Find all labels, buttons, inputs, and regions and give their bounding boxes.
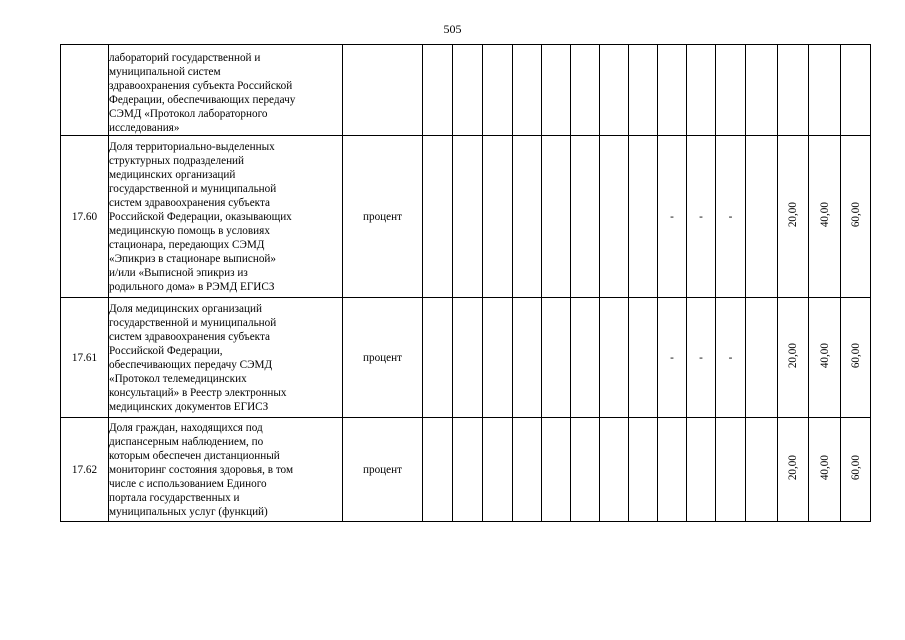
unit-cell: процент — [343, 298, 423, 418]
empty-cell — [746, 136, 778, 298]
empty-cell — [542, 418, 571, 522]
dash-cell — [716, 418, 746, 522]
dash-cell: - — [687, 298, 716, 418]
empty-cell — [453, 136, 483, 298]
dash-cell — [687, 418, 716, 522]
unit-cell — [343, 45, 423, 136]
indicator-name — [109, 418, 343, 522]
table-row — [61, 298, 871, 418]
empty-cell — [629, 45, 658, 136]
value-text: 40,00 — [818, 454, 831, 481]
dash-cell: - — [658, 298, 687, 418]
unit-cell: процент — [343, 418, 423, 522]
dash-cell — [658, 418, 687, 522]
indicator-name-text: Доля медицинских организаций государственной и муниципальной систем здравоохранения субъекта Российской Федерации, обеспечивающих передачу СЭМД «Протокол телемедицинских консультаций» в Реестр электронных медицинских документов ЕГИСЗ — [109, 302, 287, 413]
dash-cell: - — [687, 136, 716, 298]
empty-cell — [453, 418, 483, 522]
empty-cell — [513, 298, 542, 418]
empty-cell — [716, 45, 746, 136]
empty-cell — [483, 298, 513, 418]
value-text: 40,00 — [818, 201, 831, 228]
table-row — [61, 136, 871, 298]
indicator-name-text: Доля граждан, находящихся под диспансерным наблюдением, по которым обеспечен дистанционный мониторинг состояния здоровья, в том числе с использованием Единого портала государственных и муниципальных услуг (функций) — [109, 421, 294, 518]
empty-cell — [483, 418, 513, 522]
value-cell — [809, 298, 841, 418]
value-cell — [778, 298, 809, 418]
value-cell — [809, 136, 841, 298]
value-cell — [809, 418, 841, 522]
empty-cell — [423, 45, 453, 136]
value-cell — [841, 418, 871, 522]
empty-cell — [542, 298, 571, 418]
empty-cell — [483, 45, 513, 136]
row-number: 17.60 — [61, 136, 109, 298]
indicator-name — [109, 298, 343, 418]
value-text: 60,00 — [849, 454, 862, 481]
empty-cell — [571, 298, 600, 418]
row-number: 17.61 — [61, 298, 109, 418]
empty-cell — [571, 45, 600, 136]
empty-cell — [746, 298, 778, 418]
empty-cell — [629, 418, 658, 522]
indicator-name — [109, 136, 343, 298]
row-number: 17.62 — [61, 418, 109, 522]
empty-cell — [841, 45, 871, 136]
empty-cell — [542, 45, 571, 136]
empty-cell — [629, 136, 658, 298]
indicator-name-text: Доля территориально-выделенных структурных подразделений медицинских организаций государственной и муниципальной систем здравоохранения субъекта Российской Федерации, оказывающих медицинскую помощь в условиях стационара, передающих СЭМД «Эпикриз в стационаре выписной» и/или «Выписной эпикриз из родильного дома» в РЭМД ЕГИСЗ — [109, 140, 292, 293]
page-number: 505 — [443, 22, 462, 36]
empty-cell — [513, 418, 542, 522]
row-number — [61, 45, 109, 136]
empty-cell — [423, 298, 453, 418]
value-text: 20,00 — [787, 201, 799, 228]
indicators-table — [60, 44, 871, 522]
empty-cell — [746, 45, 778, 136]
dash-cell: - — [658, 136, 687, 298]
value-cell — [841, 136, 871, 298]
empty-cell — [600, 298, 629, 418]
empty-cell — [423, 418, 453, 522]
value-text: 40,00 — [818, 342, 831, 369]
empty-cell — [513, 45, 542, 136]
value-cell — [841, 298, 871, 418]
unit-cell: процент — [343, 136, 423, 298]
empty-cell — [483, 136, 513, 298]
empty-cell — [571, 418, 600, 522]
empty-cell — [600, 45, 629, 136]
table-row — [61, 45, 871, 136]
empty-cell — [778, 45, 809, 136]
empty-cell — [513, 136, 542, 298]
indicator-name-text: лабораторий государственной и муниципальной систем здравоохранения субъекта Российской Федерации, обеспечивающих передачу СЭМД «Протокол лабораторного исследования» — [109, 52, 296, 134]
value-text: 60,00 — [849, 342, 862, 369]
empty-cell — [809, 45, 841, 136]
table-row — [61, 418, 871, 522]
indicator-name — [109, 45, 343, 136]
empty-cell — [746, 418, 778, 522]
empty-cell — [629, 298, 658, 418]
empty-cell — [687, 45, 716, 136]
dash-cell: - — [716, 136, 746, 298]
empty-cell — [571, 136, 600, 298]
value-cell — [778, 136, 809, 298]
empty-cell — [453, 45, 483, 136]
empty-cell — [658, 45, 687, 136]
value-text: 20,00 — [787, 454, 799, 481]
dash-cell: - — [716, 298, 746, 418]
value-text: 20,00 — [787, 342, 799, 369]
empty-cell — [600, 418, 629, 522]
value-cell — [778, 418, 809, 522]
empty-cell — [542, 136, 571, 298]
value-text: 60,00 — [849, 201, 862, 228]
empty-cell — [423, 136, 453, 298]
empty-cell — [600, 136, 629, 298]
empty-cell — [453, 298, 483, 418]
